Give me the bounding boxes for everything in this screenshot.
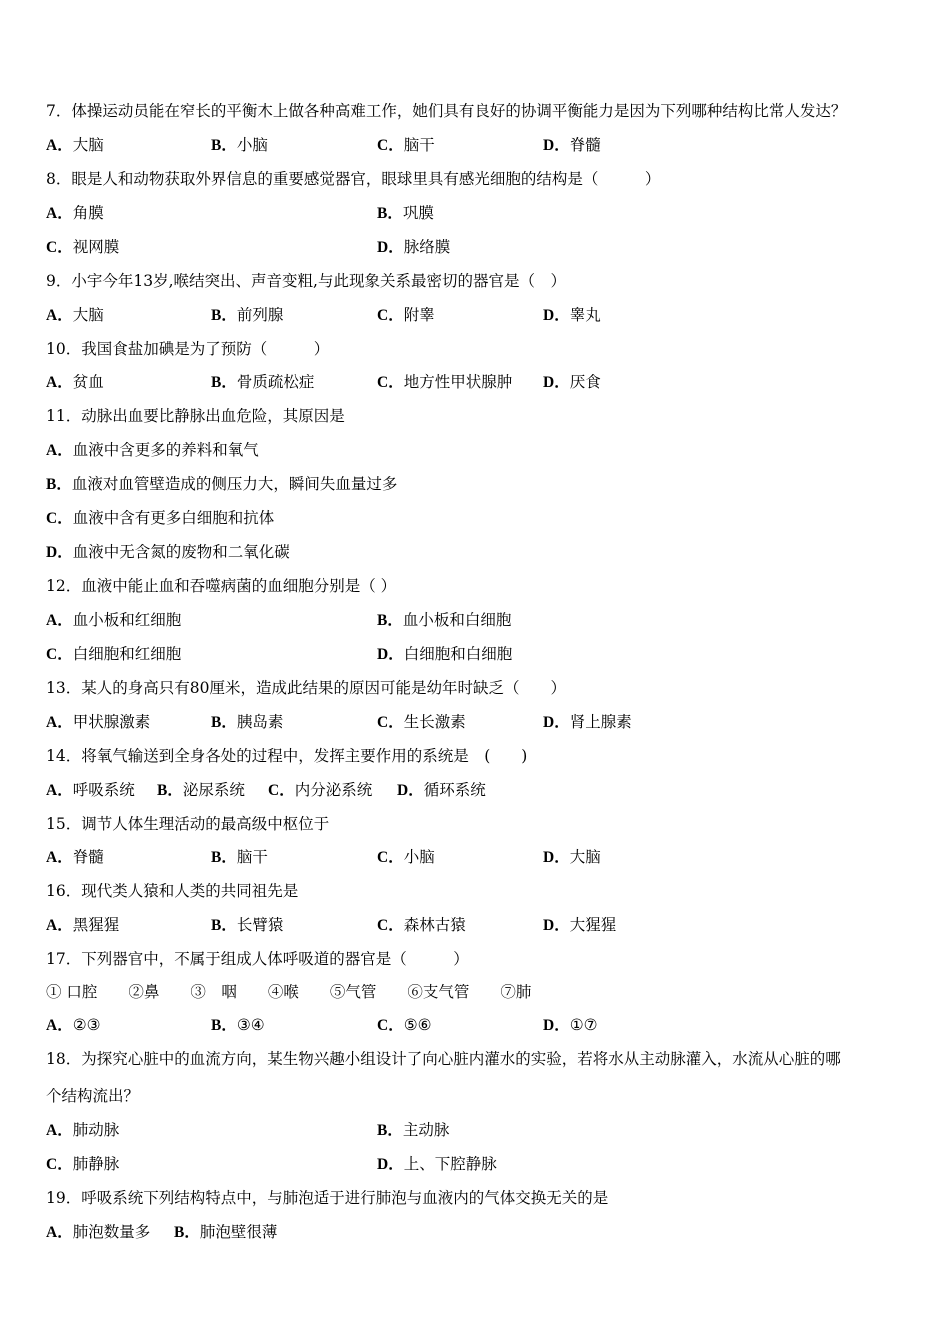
question-19-stem: 19．呼吸系统下列结构特点中，与肺泡适于进行肺泡与血液内的气体交换无关的是: [46, 1189, 609, 1207]
question-18-options-row2: [46, 1152, 910, 1176]
option-d: D．循环系统: [397, 781, 486, 799]
question-17-items: ① 口腔 ②鼻 ③ 咽 ④喉 ⑤气管 ⑥支气管 ⑦肺: [46, 983, 532, 1001]
option-b: B．前列腺: [211, 306, 284, 324]
option-b: B．血小板和白细胞: [377, 611, 512, 629]
option-b: B．肺泡壁很薄: [174, 1223, 278, 1241]
question-9-options: [46, 303, 910, 327]
option-a: A．呼吸系统: [46, 781, 135, 799]
option-d: D．脊髓: [543, 136, 601, 154]
option-a: A．黑猩猩: [46, 916, 120, 934]
question-7-options: [46, 133, 910, 157]
option-c: C．白细胞和红细胞: [46, 645, 182, 663]
question-16-stem: 16．现代类人猿和人类的共同祖先是: [46, 882, 299, 900]
option-c: C．⑤⑥: [377, 1016, 432, 1034]
option-a: A．甲状腺激素: [46, 713, 151, 731]
option-b: B．脑干: [211, 848, 268, 866]
option-d: D．大猩猩: [543, 916, 617, 934]
option-c: C．脑干: [377, 136, 435, 154]
option-a: A．肺动脉: [46, 1121, 120, 1139]
option-a: A．②③: [46, 1016, 101, 1034]
question-12-stem: 12．血液中能止血和吞噬病菌的血细胞分别是（ ）: [46, 577, 397, 595]
option-b: B．长臂猿: [211, 916, 284, 934]
option-a: A．血小板和红细胞: [46, 611, 182, 629]
option-b: B．巩膜: [377, 204, 434, 222]
option-c: C．森林古猿: [377, 916, 466, 934]
question-14-options: [46, 778, 910, 802]
question-13-options: [46, 710, 910, 734]
question-17-stem: 17．下列器官中，不属于组成人体呼吸道的器官是（ ）: [46, 950, 469, 968]
option-b: B．主动脉: [377, 1121, 450, 1139]
option-b: B．③④: [211, 1016, 265, 1034]
question-15-stem: 15．调节人体生理活动的最高级中枢位于: [46, 815, 330, 833]
option-c: C．肺静脉: [46, 1155, 120, 1173]
option-b: B．泌尿系统: [157, 781, 245, 799]
option-b: B．小脑: [211, 136, 268, 154]
option-d: D．白细胞和白细胞: [377, 645, 513, 663]
question-15-options: [46, 845, 910, 869]
option-a: A．角膜: [46, 204, 104, 222]
question-10-options: [46, 370, 910, 394]
question-19-options: [46, 1220, 910, 1244]
question-18-stem-line1: 18．为探究心脏中的血流方向，某生物兴趣小组设计了向心脏内灌水的实验，若将水从主动脉灌入，水流从心脏的哪: [46, 1050, 841, 1068]
option-a: A．肺泡数量多: [46, 1223, 151, 1241]
option-d: D．上、下腔静脉: [377, 1155, 497, 1173]
option-c: C．生长激素: [377, 713, 466, 731]
question-7-stem: 7．体操运动员能在窄长的平衡木上做各种高难工作，她们具有良好的协调平衡能力是因为下列哪种结构比常人发达？: [46, 102, 847, 120]
option-a: A．脊髓: [46, 848, 104, 866]
question-11-stem: 11．动脉出血要比静脉出血危险，其原因是: [46, 407, 345, 425]
option-c: C．小脑: [377, 848, 435, 866]
question-18-stem-line2: 个结构流出？: [46, 1087, 140, 1105]
option-c: C．地方性甲状腺肿: [377, 373, 513, 391]
question-12-options-row1: [46, 608, 910, 632]
option-b: B．骨质疏松症: [211, 373, 315, 391]
option-d: D．睾丸: [543, 306, 601, 324]
question-10-stem: 10．我国食盐加碘是为了预防（ ）: [46, 340, 330, 358]
question-8-stem: 8．眼是人和动物获取外界信息的重要感觉器官，眼球里具有感光细胞的结构是（ ）: [46, 170, 661, 188]
question-8-options-row2: [46, 235, 910, 259]
option-a: A．大脑: [46, 306, 104, 324]
option-c: C．内分泌系统: [268, 781, 373, 799]
question-18-options-row1: [46, 1118, 910, 1142]
question-11-option-d: D．血液中无含氮的废物和二氧化碳: [46, 543, 290, 561]
option-d: D．脉络膜: [377, 238, 451, 256]
option-c: C．附睾: [377, 306, 435, 324]
option-d: D．肾上腺素: [543, 713, 632, 731]
question-11-option-a: A．血液中含更多的养料和氧气: [46, 441, 259, 459]
question-14-stem: 14．将氧气输送到全身各处的过程中，发挥主要作用的系统是 ( ): [46, 747, 528, 765]
question-8-options-row1: [46, 201, 910, 225]
option-b: B．胰岛素: [211, 713, 284, 731]
question-16-options: [46, 913, 910, 937]
question-13-stem: 13．某人的身高只有80厘米，造成此结果的原因可能是幼年时缺乏（ ）: [46, 679, 566, 697]
option-d: D．厌食: [543, 373, 601, 391]
question-11-option-b: B．血液对血管壁造成的侧压力大，瞬间失血量过多: [46, 475, 398, 493]
option-a: A．贫血: [46, 373, 104, 391]
option-a: A．大脑: [46, 136, 104, 154]
question-9-stem: 9．小宇今年13岁,喉结突出、声音变粗,与此现象关系最密切的器官是（ ）: [46, 272, 566, 290]
question-17-options: [46, 1013, 910, 1037]
question-12-options-row2: [46, 642, 910, 666]
option-d: D．①⑦: [543, 1016, 598, 1034]
option-c: C．视网膜: [46, 238, 120, 256]
question-11-option-c: C．血液中含有更多白细胞和抗体: [46, 509, 275, 527]
option-d: D．大脑: [543, 848, 601, 866]
